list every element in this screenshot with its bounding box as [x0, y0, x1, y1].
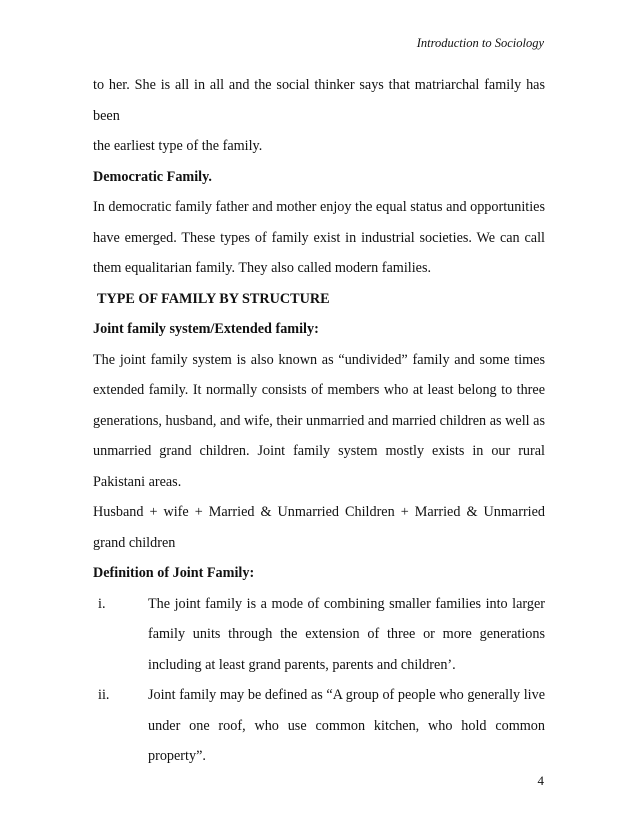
section-heading-democratic: Democratic Family.: [93, 168, 212, 185]
paragraph-line: generations, husband, and wife, their unmarried and married children as well as: [93, 412, 545, 429]
paragraph-line: In democratic family father and mother enjoy the equal status and opportunities: [93, 199, 545, 215]
definition-item: [93, 680, 545, 772]
paragraph-line: extended family. It normally consists of members who at least belong to three: [93, 382, 545, 398]
page-content: [93, 70, 545, 772]
definition-text: The joint family is a mode of combining smaller families into larger family units through the extension of three or more generations including at least grand parents, parents and children’.: [148, 595, 545, 673]
paragraph-line: to her. She is all in all and the social thinker says that matriarchal family has been: [93, 77, 545, 124]
page-number: 4: [537, 773, 544, 788]
definition-list: [93, 589, 545, 772]
paragraph-line: have emerged. These types of family exist in industrial societies. We can call: [93, 229, 545, 246]
paragraph-line: Pakistani areas.: [93, 473, 182, 490]
section-heading-structure: TYPE OF FAMILY BY STRUCTURE: [97, 290, 330, 307]
section-heading-definition: Definition of Joint Family:: [93, 565, 255, 581]
paragraph-line: the earliest type of the family.: [93, 138, 263, 154]
paragraph-line: them equalitarian family. They also called modern families.: [93, 260, 432, 276]
section-heading-joint-family: Joint family system/Extended family:: [93, 321, 319, 337]
running-header: Introduction to Sociology: [416, 36, 544, 50]
list-number: ii.: [98, 687, 110, 703]
definition-item: [93, 589, 545, 681]
paragraph-line: The joint family system is also known as “undivided” family and some times: [93, 351, 545, 368]
paragraph-line: unmarried grand children. Joint family system mostly exists in our rural: [93, 443, 545, 459]
formula-line: Husband + wife + Married & Unmarried Children + Married & Unmarried: [93, 504, 545, 520]
formula-line: grand children: [93, 534, 176, 551]
definition-text: Joint family may be defined as “A group of people who generally live under one roof, who use common kitchen, who hold common property”.: [148, 687, 545, 764]
list-number: i.: [98, 595, 106, 612]
